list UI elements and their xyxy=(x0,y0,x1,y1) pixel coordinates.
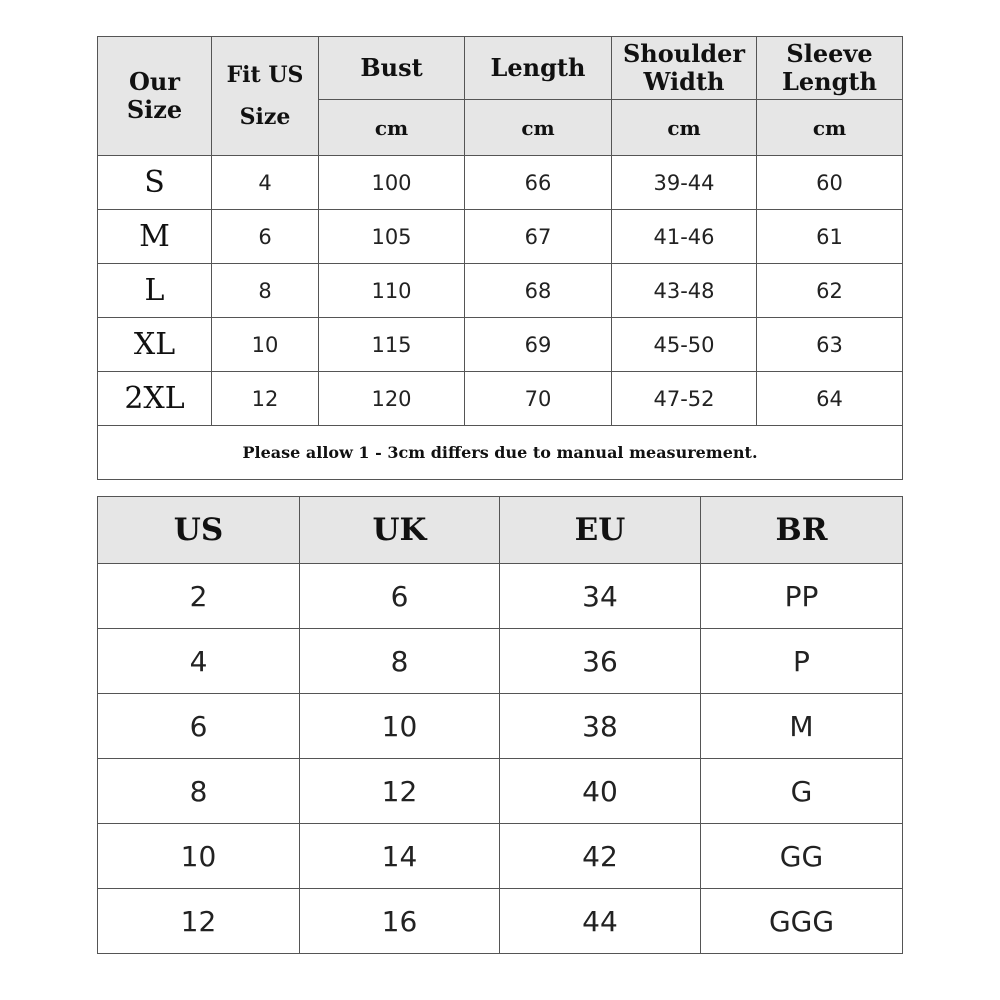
uk-value: 6 xyxy=(300,564,500,629)
us-value: 2 xyxy=(98,564,300,629)
fit-us-value: 10 xyxy=(212,318,319,372)
sleeve-value: 61 xyxy=(757,210,903,264)
length-value: 67 xyxy=(465,210,612,264)
header-sleeve-length xyxy=(757,37,903,100)
us-value: 12 xyxy=(98,889,300,954)
unit-bust: cm xyxy=(319,100,465,156)
br-value: GGG xyxy=(701,889,903,954)
size-label: S xyxy=(98,156,212,210)
shoulder-value: 45-50 xyxy=(612,318,757,372)
eu-value: 40 xyxy=(500,759,701,824)
bust-value: 100 xyxy=(319,156,465,210)
uk-value: 10 xyxy=(300,694,500,759)
conversion-row xyxy=(98,694,903,759)
header-fit-us-line1: Fit US xyxy=(226,62,304,88)
shoulder-value: 47-52 xyxy=(612,372,757,426)
header-length: Length xyxy=(465,37,612,100)
sleeve-value: 63 xyxy=(757,318,903,372)
uk-value: 12 xyxy=(300,759,500,824)
fit-us-value: 6 xyxy=(212,210,319,264)
size-measurement-table xyxy=(97,36,903,480)
bust-value: 105 xyxy=(319,210,465,264)
header-bust: Bust xyxy=(319,37,465,100)
eu-value: 36 xyxy=(500,629,701,694)
size-row xyxy=(98,318,903,372)
unit-shoulder: cm xyxy=(612,100,757,156)
size-row xyxy=(98,372,903,426)
unit-sleeve: cm xyxy=(757,100,903,156)
conversion-row xyxy=(98,824,903,889)
br-value: P xyxy=(701,629,903,694)
fit-us-value: 8 xyxy=(212,264,319,318)
eu-value: 42 xyxy=(500,824,701,889)
conversion-row xyxy=(98,759,903,824)
shoulder-value: 43-48 xyxy=(612,264,757,318)
sleeve-value: 62 xyxy=(757,264,903,318)
measurement-note: Please allow 1 - 3cm differs due to manual measurement. xyxy=(98,426,903,480)
size-label: M xyxy=(98,210,212,264)
eu-value: 34 xyxy=(500,564,701,629)
fit-us-value: 12 xyxy=(212,372,319,426)
conversion-row xyxy=(98,564,903,629)
size-conversion-table xyxy=(97,496,903,954)
header-br: BR xyxy=(701,497,903,564)
conversion-header-row xyxy=(98,497,903,564)
length-value: 68 xyxy=(465,264,612,318)
length-value: 69 xyxy=(465,318,612,372)
br-value: PP xyxy=(701,564,903,629)
eu-value: 44 xyxy=(500,889,701,954)
bust-value: 120 xyxy=(319,372,465,426)
size-row xyxy=(98,264,903,318)
unit-length: cm xyxy=(465,100,612,156)
length-value: 66 xyxy=(465,156,612,210)
br-value: G xyxy=(701,759,903,824)
bust-value: 115 xyxy=(319,318,465,372)
header-sleeve-line2: Length xyxy=(782,67,877,96)
size-row xyxy=(98,210,903,264)
uk-value: 16 xyxy=(300,889,500,954)
us-value: 8 xyxy=(98,759,300,824)
bust-value: 110 xyxy=(319,264,465,318)
header-uk: UK xyxy=(300,497,500,564)
us-value: 6 xyxy=(98,694,300,759)
eu-value: 38 xyxy=(500,694,701,759)
conversion-row xyxy=(98,889,903,954)
size-label: L xyxy=(98,264,212,318)
fit-us-value: 4 xyxy=(212,156,319,210)
header-fit-us-size xyxy=(212,37,319,156)
header-shoulder-line1: Shoulder xyxy=(622,39,746,68)
size-row xyxy=(98,156,903,210)
size-label: 2XL xyxy=(98,372,212,426)
length-value: 70 xyxy=(465,372,612,426)
conversion-row xyxy=(98,629,903,694)
uk-value: 14 xyxy=(300,824,500,889)
header-eu: EU xyxy=(500,497,701,564)
br-value: M xyxy=(701,694,903,759)
header-our-size: Our Size xyxy=(98,37,212,156)
shoulder-value: 41-46 xyxy=(612,210,757,264)
uk-value: 8 xyxy=(300,629,500,694)
header-sleeve-line1: Sleeve xyxy=(786,39,873,68)
shoulder-value: 39-44 xyxy=(612,156,757,210)
sleeve-value: 64 xyxy=(757,372,903,426)
header-fit-us-line2: Size xyxy=(239,104,291,130)
header-shoulder-width xyxy=(612,37,757,100)
size-label: XL xyxy=(98,318,212,372)
br-value: GG xyxy=(701,824,903,889)
header-shoulder-line2: Width xyxy=(643,67,725,96)
us-value: 10 xyxy=(98,824,300,889)
header-us: US xyxy=(98,497,300,564)
sleeve-value: 60 xyxy=(757,156,903,210)
us-value: 4 xyxy=(98,629,300,694)
